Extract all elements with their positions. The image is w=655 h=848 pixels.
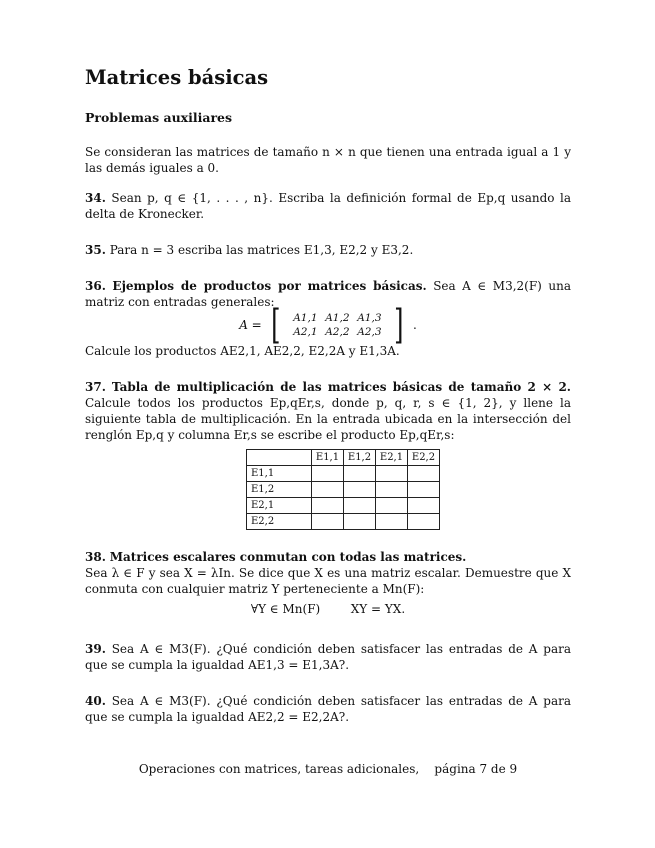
problem-36-after: Calcule los productos AE2,1, AE2,2, E2,2A y E1,3A. — [85, 344, 400, 358]
table-row — [247, 466, 440, 482]
matrix-lhs: A = — [239, 318, 262, 332]
matrix-end: . — [412, 318, 417, 332]
table-cell — [408, 514, 440, 530]
problem-40 — [85, 693, 571, 725]
row-header: E1,1 — [247, 466, 312, 482]
table-cell — [344, 466, 376, 482]
problem-35 — [85, 242, 571, 258]
problem-title: Tabla de multiplicación de las matrices básicas de tamaño 2 × 2. — [111, 380, 571, 394]
table-cell — [312, 482, 344, 498]
table-cell — [376, 514, 408, 530]
table-cell — [312, 514, 344, 530]
table-header-row — [247, 450, 440, 466]
matrix-entry: A2,1 — [293, 326, 318, 338]
table-cell — [408, 482, 440, 498]
matrix-a-display — [85, 302, 571, 348]
table-row — [247, 482, 440, 498]
row-header: E1,2 — [247, 482, 312, 498]
intro-paragraph: Se consideran las matrices de tamaño n × n que tienen una entrada igual a 1 y las demás iguales a 0. — [85, 145, 571, 175]
matrix-entry: A2,3 — [357, 326, 382, 338]
problem-number: 35. — [85, 243, 106, 257]
problem-title: Matrices escalares conmutan con todas las matrices. — [109, 550, 467, 564]
row-header: E2,1 — [247, 498, 312, 514]
table-cell — [408, 498, 440, 514]
column-header: E1,2 — [344, 450, 376, 466]
table-cell — [376, 482, 408, 498]
problem-number: 36. — [85, 279, 106, 293]
column-header: E1,1 — [312, 450, 344, 466]
table-cell — [312, 466, 344, 482]
table-cell — [376, 466, 408, 482]
problem-text: Sea λ ∈ F y sea X = λIn. Se dice que X es una matriz escalar. Demuestre que X conmuta con cualquier matriz Y perteneciente a Mn(F): — [85, 566, 571, 596]
problem-number: 34. — [85, 191, 106, 205]
section-subtitle: Problemas auxiliares — [85, 110, 233, 125]
row-header: E2,2 — [247, 514, 312, 530]
problem-number: 37. — [85, 380, 106, 394]
problem-39 — [85, 641, 571, 673]
problem-text: Sea A ∈ M3,2(F) una matriz con entradas generales: — [85, 279, 571, 309]
matrix-entry: A1,2 — [325, 312, 350, 324]
problem-text: Sea A ∈ M3(F). ¿Qué condición deben satisfacer las entradas de A para que se cumpla la igualdad AE2,2 = E2,2A?. — [85, 694, 571, 724]
matrix-entry: A1,3 — [357, 312, 382, 324]
right-bracket: ] — [394, 302, 404, 348]
matrix-entries — [289, 312, 385, 338]
column-header: E2,1 — [376, 450, 408, 466]
left-bracket: [ — [270, 302, 281, 348]
commute-formula: ∀Y ∈ Mn(F) XY = YX. — [250, 602, 406, 616]
problem-number: 40. — [85, 694, 106, 708]
table-cell — [344, 514, 376, 530]
table-row — [247, 514, 440, 530]
problem-number: 39. — [85, 642, 106, 656]
table-cell — [408, 466, 440, 482]
problem-37 — [85, 379, 571, 443]
problem-38 — [85, 549, 571, 597]
problem-text: Para n = 3 escriba las matrices E1,3, E2,2 y E3,2. — [109, 243, 414, 257]
page-footer: Operaciones con matrices, tareas adicionales, página 7 de 9 — [138, 762, 518, 776]
table-cell — [344, 482, 376, 498]
page-title: Matrices básicas — [85, 66, 269, 89]
table-cell — [376, 498, 408, 514]
problem-text: Sean p, q ∈ {1, . . . , n}. Escriba la definición formal de Ep,q usando la delta de Kronecker. — [85, 191, 571, 221]
table-cell — [344, 498, 376, 514]
table-corner-cell — [247, 450, 312, 466]
column-header: E2,2 — [408, 450, 440, 466]
problem-number: 38. — [85, 550, 106, 564]
problem-text: Calcule todos los productos Ep,qEr,s, donde p, q, r, s ∈ {1, 2}, y llene la siguiente tabla de multiplicación. En la entrada ubicada en la intersección del renglón Ep,q y columna Er,s se escribe el producto Ep,qEr,s: — [85, 396, 571, 442]
matrix-entry: A2,2 — [325, 326, 350, 338]
matrix-entry: A1,1 — [293, 312, 318, 324]
problem-text: Sea A ∈ M3(F). ¿Qué condición deben satisfacer las entradas de A para que se cumpla la igualdad AE1,3 = E1,3A?. — [85, 642, 571, 672]
problem-34 — [85, 190, 571, 222]
multiplication-table — [246, 449, 440, 530]
table-cell — [312, 498, 344, 514]
table-row — [247, 498, 440, 514]
problem-title: Ejemplos de productos por matrices básicas. — [112, 279, 427, 293]
